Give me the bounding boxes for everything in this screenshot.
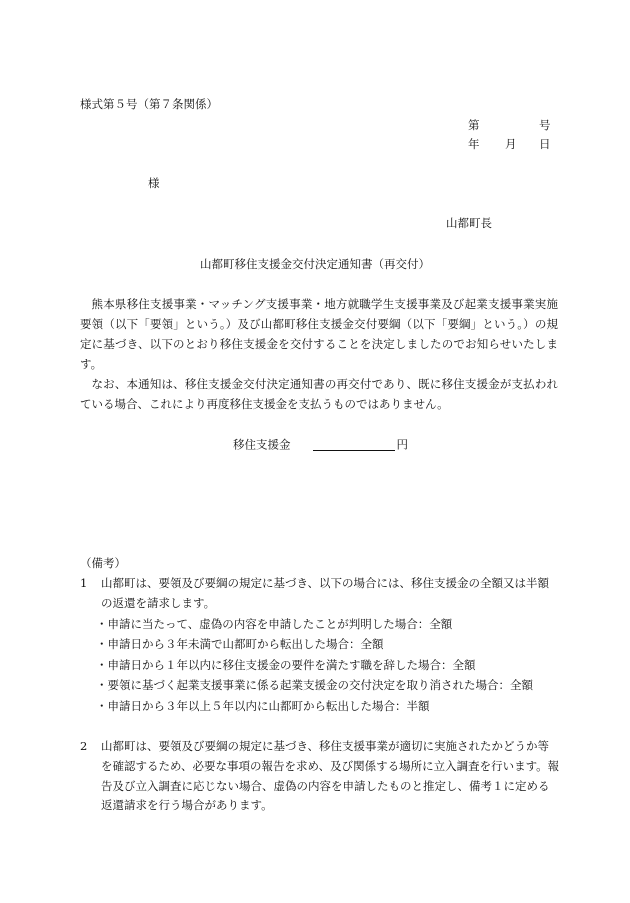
list-item: ・申請日から３年以上５年以内に山都町から転出した場合：半額	[96, 698, 430, 713]
sender: 山都町長	[446, 216, 492, 230]
body-text	[80, 294, 558, 414]
note-text: 山都町は、要領及び要綱の規定に基づき、移住支援事業が適切に実施されたかどうか等を確認するため、必要な事項の報告を求め、及び関係する場所に立入調査を行います。報告及び立入調査に応じない場合、虚偽の内容を申請したものと推定し、備考１に定める返還請求を行う場合があります。	[101, 739, 560, 813]
body-paragraph-2: なお、本通知は、移住支援金交付決定通知書の再交付であり、既に移住支援金が支払われている場合、これにより再度移住支援金を支払うものではありません。	[80, 377, 558, 411]
addressee-suffix: 様	[148, 176, 160, 190]
body-paragraph-1: 熊本県移住支援事業・マッチング支援事業・地方就職学生支援事業及び起業支援事業実施要領（以下「要領」という。）及び山都町移住支援金交付要綱（以下「要綱」という。）の規定に基づき、以下のとおり移住支援金を交付することを決定しましたのでお知らせいたします。	[80, 297, 558, 371]
doc-number-prefix: 第	[468, 118, 480, 132]
list-item: ・申請に当たって、虚偽の内容を申請したことが判明した場合：全額	[96, 617, 453, 631]
amount-unit: 円	[396, 437, 408, 452]
page-title: 山都町移住支援金交付決定通知書（再交付）	[200, 257, 430, 271]
note-item-2	[80, 737, 560, 816]
note-1-bullets	[96, 614, 566, 716]
form-number: 様式第５号（第７条関係）	[80, 97, 218, 111]
list-item: ・要領に基づく起業支援事業に係る起業支援金の交付決定を取り消された場合：全額	[96, 678, 533, 693]
list-item: ・申請日から３年未満で山都町から転出した場合：全額	[96, 637, 384, 652]
date-month: 月	[505, 137, 517, 151]
amount-line	[233, 438, 408, 451]
note-item-1	[80, 574, 560, 614]
doc-number-suffix: 号	[539, 118, 551, 132]
amount-blank-field	[313, 438, 395, 451]
date-year: 年	[468, 137, 480, 151]
amount-label: 移住支援金	[233, 437, 291, 452]
list-item: ・申請日から１年以内に移住支援金の要件を満たす職を辞した場合：全額	[96, 657, 476, 672]
date-day: 日	[539, 137, 551, 151]
note-text: 山都町は、要領及び要綱の規定に基づき、以下の場合には、移住支援金の全額又は半額の返還を請求します。	[101, 576, 550, 610]
note-number: 2	[80, 739, 88, 753]
notes-heading: （備考）	[80, 556, 126, 570]
note-number: 1	[80, 576, 88, 590]
